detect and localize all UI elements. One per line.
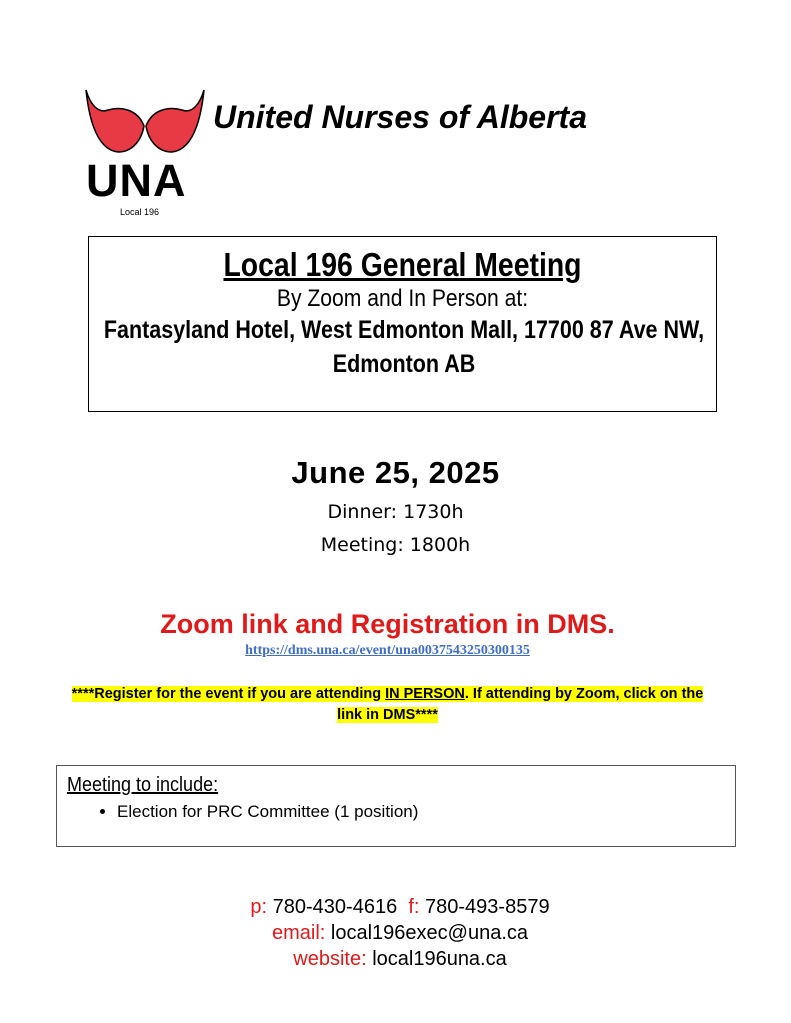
email-label: email:	[271, 922, 326, 944]
website-label: website:	[293, 948, 367, 970]
registration-note	[60, 684, 715, 726]
meeting-info-box	[88, 236, 717, 412]
phone-label: p:	[250, 896, 268, 918]
fax-number: 780-493-8579	[425, 896, 550, 918]
logo-local-label: Local 196	[120, 207, 160, 217]
email-address[interactable]: local196exec@una.ca	[330, 922, 529, 944]
registration-note-part2: . If attending by Zoom, click on the link in DMS****	[337, 686, 704, 723]
meeting-title: Local 196 General Meeting	[223, 246, 582, 283]
meeting-time: Meeting: 1800h	[320, 534, 471, 556]
registration-note-part1: ****Register for the event if you are attending	[71, 686, 386, 702]
meeting-mode: By Zoom and In Person at:	[276, 284, 529, 312]
website-address[interactable]: local196una.ca	[372, 948, 507, 970]
contact-email	[0, 922, 791, 945]
logo-text: UNA	[86, 155, 187, 206]
phone-number: 780-430-4616	[272, 896, 398, 918]
dinner-time: Dinner: 1730h	[327, 501, 464, 523]
agenda-list	[87, 802, 418, 822]
agenda-box	[56, 765, 736, 847]
fax-label: f:	[408, 896, 420, 918]
meeting-venue: Fantasyland Hotel, West Edmonton Mall, 17700 87 Ave NW, Edmonton AB	[103, 315, 705, 378]
organization-name: United Nurses of Alberta	[213, 99, 587, 135]
event-date: June 25, 2025	[291, 455, 500, 490]
agenda-heading: Meeting to include:	[67, 774, 219, 796]
contact-website	[0, 948, 791, 971]
event-registration-link[interactable]: https://dms.una.ca/event/una0037543250300135	[245, 643, 530, 658]
zoom-heading: Zoom link and Registration in DMS.	[160, 609, 615, 639]
una-logo-icon	[84, 88, 206, 156]
contact-phone-fax	[0, 896, 791, 919]
agenda-item: • Election for PRC Committee (1 position)	[117, 802, 418, 822]
registration-note-emphasis: IN PERSON	[385, 686, 465, 702]
